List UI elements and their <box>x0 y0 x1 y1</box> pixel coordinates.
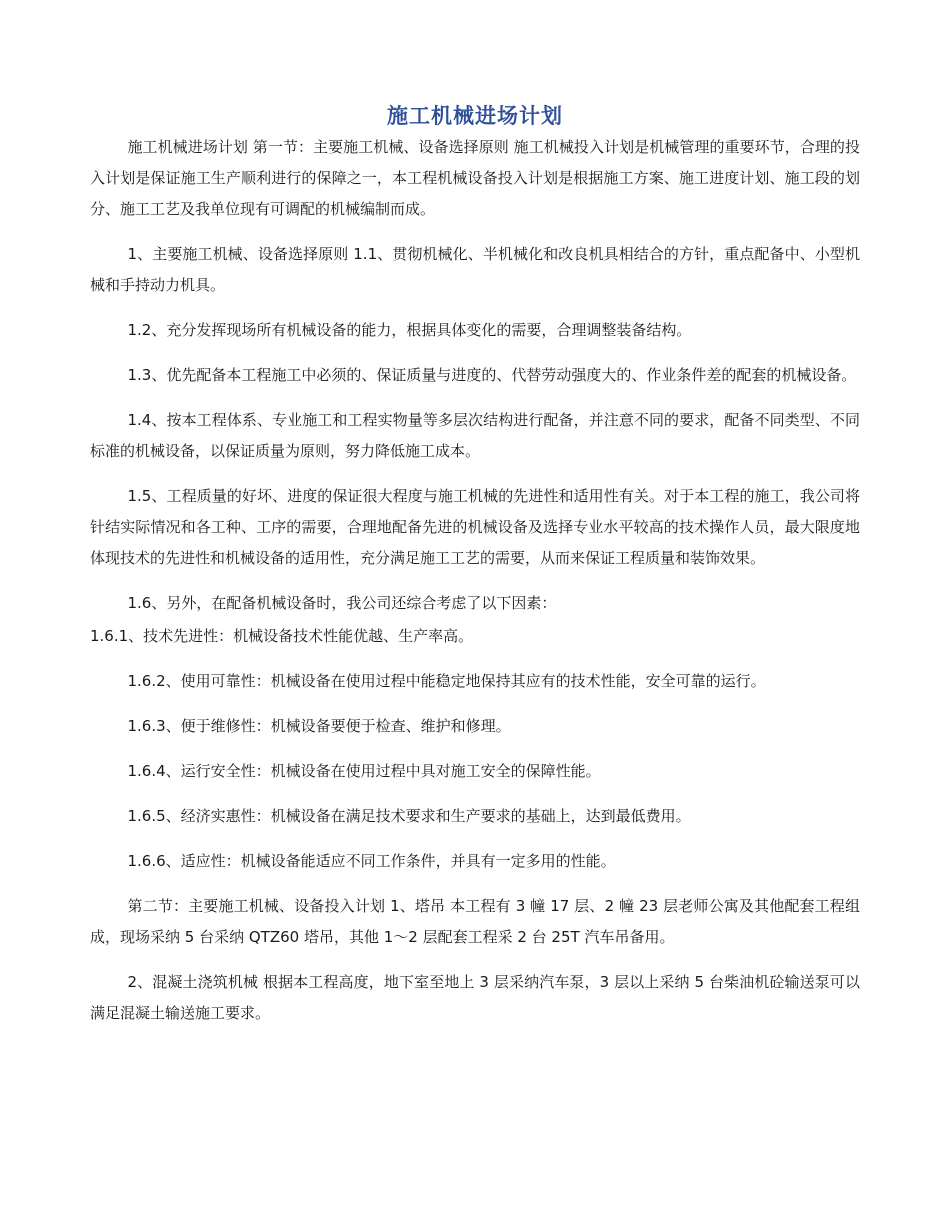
paragraph-1-3: 1.3、优先配备本工程施工中必须的、保证质量与进度的、代替劳动强度大的、作业条件差的配套的机械设备。 <box>127 366 857 384</box>
paragraph-1-6-5: 1.6.5、经济实惠性：机械设备在满足技术要求和生产要求的基础上，达到最低费用。 <box>127 807 691 825</box>
document-title: 施工机械进场计划 <box>387 104 563 128</box>
paragraph-1-6-4: 1.6.4、运行安全性：机械设备在使用过程中具对施工安全的保障性能。 <box>127 762 601 780</box>
document-page <box>90 100 860 1029</box>
paragraph-1-6-3: 1.6.3、便于维修性：机械设备要便于检查、维护和修理。 <box>127 717 511 735</box>
paragraph-1-4: 1.4、按本工程体系、专业施工和工程实物量等多层次结构进行配备，并注意不同的要求，配备不同类型、不同标准的机械设备，以保证质量为原则，努力降低施工成本。 <box>90 411 860 460</box>
paragraph-1-6: 1.6、另外，在配备机械设备时，我公司还综合考虑了以下因素： <box>127 594 557 612</box>
paragraph-1-2: 1.2、充分发挥现场所有机械设备的能力，根据具体变化的需要，合理调整装备结构。 <box>127 321 692 339</box>
paragraph-section-2-concrete: 2、混凝土浇筑机械 根据本工程高度，地下室至地上 3 层采纳汽车泵，3 层以上采纳 5 台柴油机砼输送泵可以满足混凝土输送施工要求。 <box>90 973 860 1022</box>
paragraph-1-6-2: 1.6.2、使用可靠性：机械设备在使用过程中能稳定地保持其应有的技术性能，安全可靠的运行。 <box>127 672 766 690</box>
paragraph-1-6-6: 1.6.6、适应性：机械设备能适应不同工作条件，并具有一定多用的性能。 <box>127 852 616 870</box>
paragraph-1-1: 1、主要施工机械、设备选择原则 1.1、贯彻机械化、半机械化和改良机具相结合的方针，重点配备中、小型机械和手持动力机具。 <box>90 245 860 294</box>
paragraph-section-2-tower-crane: 第二节：主要施工机械、设备投入计划 1、塔吊 本工程有 3 幢 17 层、2 幢 23 层老师公寓及其他配套工程组成，现场采纳 5 台采纳 QTZ60 塔吊，其他 1～2 层配套工程采 2 台 25T 汽车吊备用。 <box>90 897 860 946</box>
paragraph-intro: 施工机械进场计划 第一节：主要施工机械、设备选择原则 施工机械投入计划是机械管理的重要环节，合理的投入计划是保证施工生产顺利进行的保障之一，本工程机械设备投入计划是根据施工方案、施工进度计划、施工段的划分、施工工艺及我单位现有可调配的机械编制而成。 <box>90 138 860 218</box>
paragraph-1-6-1: 1.6.1、技术先进性：机械设备技术性能优越、生产率高。 <box>90 627 474 645</box>
paragraph-1-5: 1.5、工程质量的好坏、进度的保证很大程度与施工机械的先进性和适用性有关。对于本工程的施工，我公司将针结实际情况和各工种、工序的需要，合理地配备先进的机械设备及选择专业水平较高的技术操作人员，最大限度地体现技术的先进性和机械设备的适用性，充分满足施工工艺的需要，从而来保证工程质量和装饰效果。 <box>90 487 860 567</box>
